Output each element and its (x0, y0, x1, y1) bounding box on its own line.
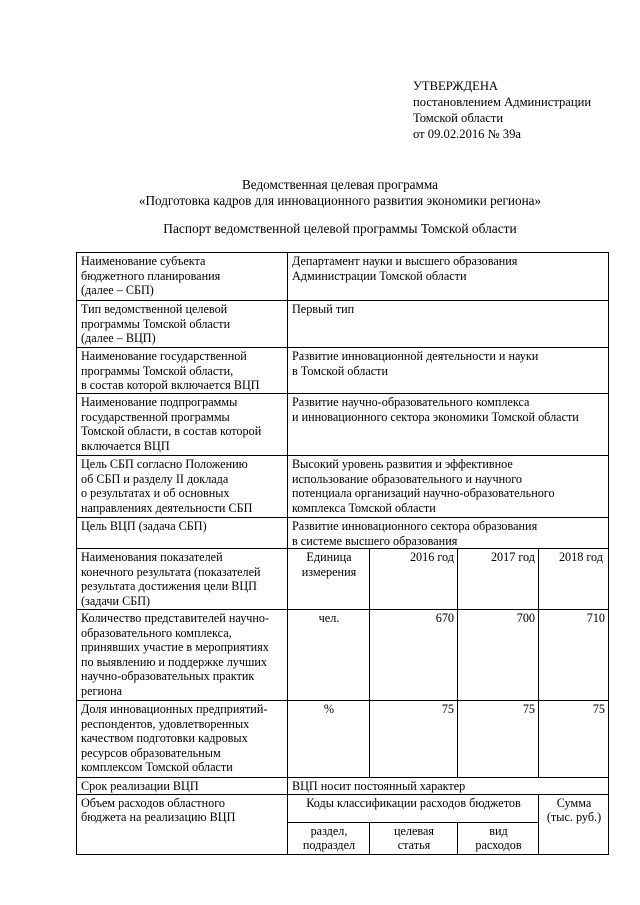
table-row (77, 778, 609, 795)
table-row (77, 348, 609, 394)
table-row (77, 518, 609, 549)
text-line: программы Томской области, (81, 363, 234, 378)
passport-table (76, 252, 609, 855)
text-line: Наименование подпрограммы (81, 395, 238, 409)
table-row (77, 301, 609, 348)
row-value (288, 348, 609, 394)
text-line: Количество представителей научно- (81, 611, 270, 625)
row-label (77, 518, 288, 549)
row-value (288, 301, 609, 348)
text-line: подраздел (302, 838, 356, 852)
text-line: качеством подготовки кадровых (81, 731, 248, 745)
row-value (288, 394, 609, 456)
row-value (288, 518, 609, 549)
text-line: конечного результата (показателей (81, 564, 261, 579)
text-line: Объем расходов областного (81, 795, 226, 810)
indicator-value-2017: 75 (458, 701, 539, 778)
text-line: государственной программы (81, 409, 230, 424)
text-line: включается ВЦП (81, 438, 170, 453)
indicators-header-row (77, 549, 609, 610)
indicator-value-2018: 75 (539, 701, 609, 778)
text-line: ресурсов образовательным (81, 745, 221, 760)
text-line: раздел, (310, 823, 348, 838)
text-line: принявших участие в мероприятиях (81, 640, 269, 654)
indicator-value-2016: 75 (370, 701, 458, 778)
text-line: комплексом Томской области (81, 760, 233, 774)
text-line: Развитие научно-образовательного комплекса (292, 395, 530, 409)
text-line: Томской области, в состав которой (81, 424, 262, 438)
text-line: в Томской области (292, 363, 389, 378)
text-line: региона (81, 683, 123, 698)
indicator-value-2017: 700 (458, 610, 539, 701)
text-line: научно-образовательных практик (81, 669, 255, 683)
text-line: об СБП и разделу II доклада (81, 471, 229, 486)
row-label (77, 301, 288, 348)
year-2018-header: 2018 год (539, 549, 609, 610)
budget-sum-header (539, 794, 609, 854)
indicator-value-2018: 710 (539, 610, 609, 701)
text-line: Наименования показателей (81, 550, 223, 564)
text-line: в системе высшего образования (292, 533, 458, 548)
text-line: по выявлению и поддержке лучших (81, 654, 268, 669)
text-line: образовательного комплекса, (81, 625, 232, 640)
year-2016-header: 2016 год (370, 549, 458, 610)
text-line: Сумма (556, 795, 592, 810)
row-value (288, 456, 609, 518)
table-row (77, 456, 609, 518)
approval-block (413, 78, 628, 142)
text-line: результата достижения цели ВЦП (81, 579, 257, 593)
indicator-label (77, 610, 288, 701)
unit-header (288, 549, 370, 610)
text-line: статья (397, 838, 431, 852)
text-line: комплекса Томской области (292, 500, 436, 515)
text-line: расходов (475, 838, 522, 852)
text-line: респондентов, удовлетворенных (81, 716, 250, 731)
indicator-value-2016: 670 (370, 610, 458, 701)
indicator-unit: чел. (288, 610, 370, 701)
approval-date: от 09.02.2016 № 39а (413, 127, 521, 141)
row-label (77, 348, 288, 394)
text-line: Единица (306, 550, 352, 564)
text-line: Развитие инновационного сектора образования (292, 519, 538, 533)
program-name: «Подготовка кадров для инновационного развития экономики региона» (138, 193, 542, 208)
text-line: потенциала организаций научно-образовательного (292, 486, 555, 500)
text-line: Первый тип (292, 302, 355, 316)
budget-codes-header: Коды классификации расходов бюджетов (288, 794, 539, 822)
text-line: Наименование государственной (81, 349, 247, 363)
text-line: целевая (393, 823, 435, 838)
text-line: программы Томской области (81, 316, 231, 331)
text-line: (далее – ВЦП) (81, 331, 156, 345)
text-line: и инновационного сектора экономики Томской области (292, 409, 579, 424)
text-line: ВЦП носит постоянный характер (292, 779, 466, 793)
approval-line: постановлением Администрации (413, 95, 592, 109)
passport-heading: Паспорт ведомственной целевой программы Томской области (163, 221, 517, 236)
budget-label (77, 794, 288, 854)
indicator-row (77, 610, 609, 701)
section-header (288, 822, 370, 854)
text-line: бюджета на реализацию ВЦП (81, 810, 236, 824)
approval-status: УТВЕРЖДЕНА (413, 79, 499, 93)
text-line: (задачи СБП) (81, 593, 151, 608)
text-line: Высокий уровень развития и эффективное (292, 457, 513, 471)
indicator-unit: % (288, 701, 370, 778)
document-title (70, 177, 610, 209)
indicator-label (77, 701, 288, 778)
text-line: в состав которой включается ВЦП (81, 378, 260, 392)
indicators-header-label (77, 549, 288, 610)
text-line: Наименование субъекта (81, 254, 206, 268)
text-line: Администрации Томской области (292, 268, 467, 283)
text-line: Цель СБП согласно Положению (81, 457, 248, 471)
target-article-header (370, 822, 458, 854)
title-line: Ведомственная целевая программа (242, 177, 438, 192)
text-line: (тыс. руб.) (546, 810, 602, 824)
row-label (77, 456, 288, 518)
budget-row (77, 794, 609, 822)
text-line: направлениях деятельности СБП (81, 500, 253, 515)
row-label (77, 778, 288, 795)
text-line: о результатах и об основных (81, 486, 230, 500)
row-label (77, 253, 288, 301)
text-line: Цель ВЦП (задача СБП) (81, 519, 207, 533)
text-line: Развитие инновационной деятельности и науки (292, 349, 539, 363)
text-line: Срок реализации ВЦП (81, 779, 199, 793)
text-line: измерения (301, 564, 357, 579)
row-value (288, 778, 609, 795)
text-line: (далее – СБП) (81, 283, 154, 297)
year-2017-header: 2017 год (458, 549, 539, 610)
row-value (288, 253, 609, 301)
text-line: Доля инновационных предприятий- (81, 702, 268, 716)
text-line: Тип ведомственной целевой (81, 302, 228, 316)
approval-line: Томской области (413, 111, 504, 125)
table-row (77, 394, 609, 456)
row-label (77, 394, 288, 456)
table-row (77, 253, 609, 301)
text-line: использование образовательного и научного (292, 471, 523, 486)
text-line: бюджетного планирования (81, 268, 221, 283)
expense-kind-header (458, 822, 539, 854)
text-line: Департамент науки и высшего образования (292, 254, 518, 268)
indicator-row (77, 701, 609, 778)
text-line: вид (489, 823, 508, 838)
